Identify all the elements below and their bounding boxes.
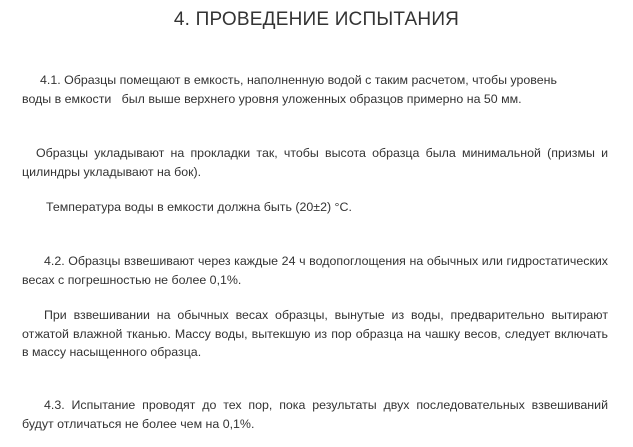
paragraph-4-3: 4.3. Испытание проводят до тех пор, пока результаты двух последовательных взвешиваний будут отличаться не более чем на 0,1%. [22, 398, 608, 431]
paragraph-water-temperature: Температура воды в емкости должна быть (20±2) °С. [46, 200, 352, 214]
paragraph-4-1-line-1: 4.1. Образцы помещают в емкость, наполненную водой с таким расчетом, чтобы уровень [40, 73, 557, 87]
paragraph-specimen-placement: Образцы укладывают на прокладки так, чтобы высота образца была минимальной (призмы и цилиндры укладывают на бок). [22, 146, 608, 179]
paragraph-weighing: При взвешивании на обычных весах образцы, вынутые из воды, предварительно вытирают отжатой влажной тканью. Массу воды, вытекшую из пор образца на чашку весов, следует включать в массу насыщенного образца. [22, 308, 608, 359]
paragraph-4-1 [22, 71, 608, 108]
paragraph-4-2: 4.2. Образцы взвешивают через каждые 24 ч водопоглощения на обычных или гидростатических весах с погрешностью не более 0,1%. [22, 254, 608, 287]
section-title: 4. ПРОВЕДЕНИЕ ИСПЫТАНИЯ [173, 9, 460, 30]
paragraph-4-1-line-2: воды в емкости был выше верхнего уровня уложенных образцов примерно на 50 мм. [22, 91, 522, 106]
